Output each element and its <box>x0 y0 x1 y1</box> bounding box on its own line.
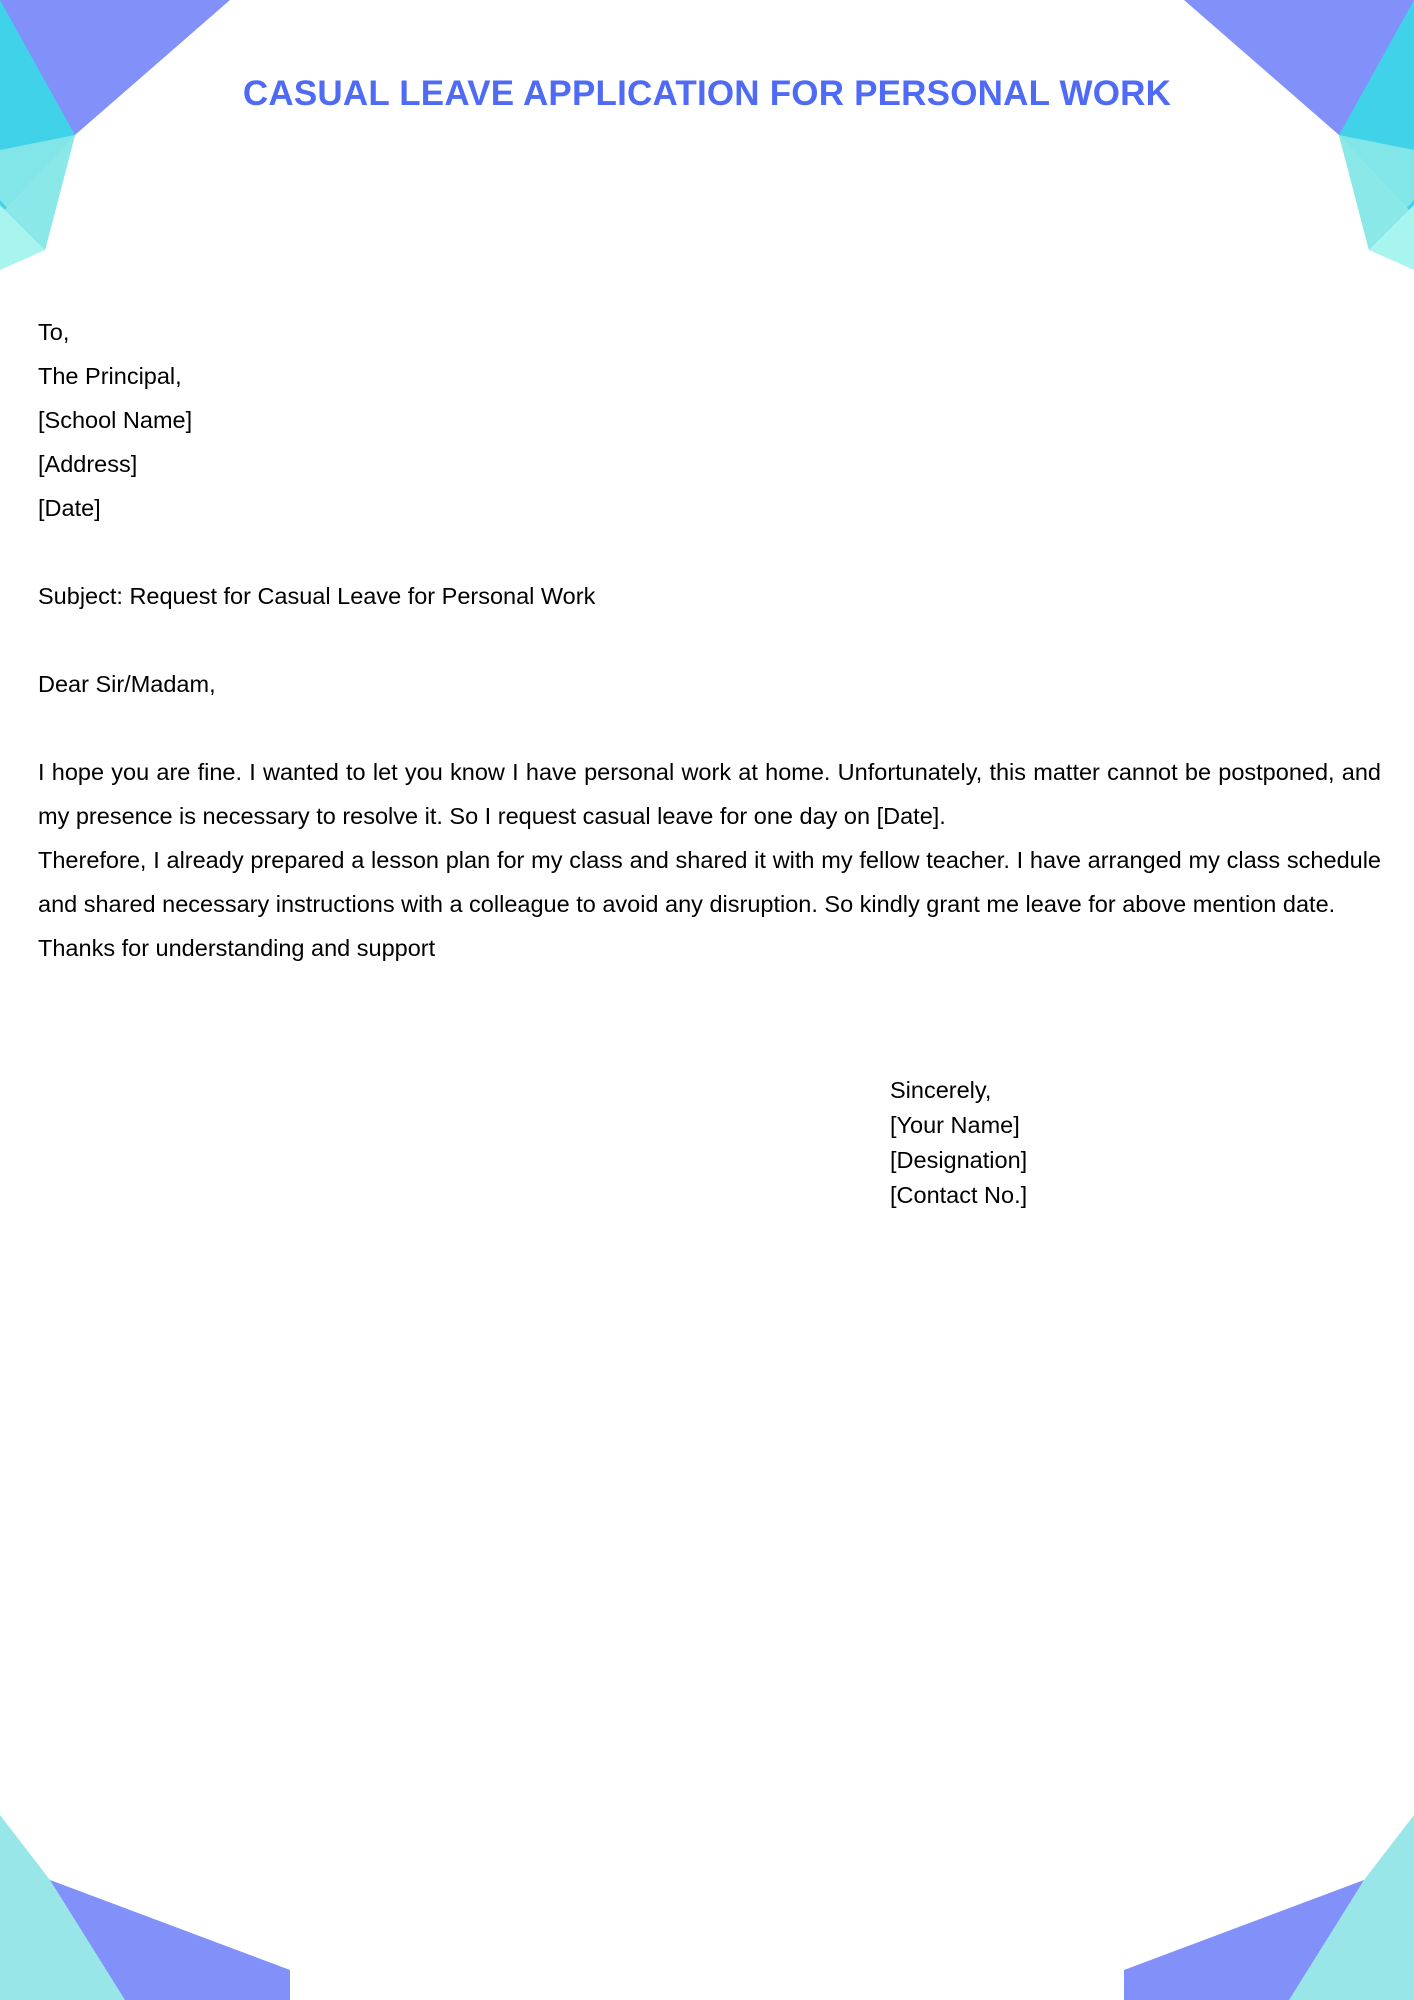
body-paragraph-1: I hope you are fine. I wanted to let you know I have personal work at home. Unfortunately, this matter cannot be postponed, and my presence is necessary to resolve it. So I request casual leave for one day on [Date]. <box>38 759 1381 829</box>
signature-block <box>890 1073 1027 1213</box>
address-line-to: To, <box>38 319 70 345</box>
spacer-after-salutation <box>38 706 1378 750</box>
address-line-recipient: The Principal, <box>38 363 182 389</box>
corner-decoration-top-left <box>0 0 230 270</box>
address-block <box>38 310 638 530</box>
corner-decoration-bottom-right <box>1124 1730 1414 2000</box>
spacer-after-subject <box>38 618 1378 662</box>
spacer-after-address <box>38 530 1378 574</box>
address-line-address: [Address] <box>38 451 138 477</box>
body-content <box>38 750 1381 970</box>
body-paragraph-2: Therefore, I already prepared a lesson plan for my class and shared it with my fellow teacher. I have arranged my class schedule and shared necessary instructions with a colleague to avoid any disruption. So kindly grant me leave for above mention date. <box>38 847 1381 917</box>
letter-body <box>38 310 1381 970</box>
subject-line: Subject: Request for Casual Leave for Personal Work <box>38 583 596 609</box>
address-line-school-name: [School Name] <box>38 407 193 433</box>
page-title: CASUAL LEAVE APPLICATION FOR PERSONAL WORK <box>242 74 1172 113</box>
body-paragraph-3: Thanks for understanding and support <box>38 935 436 961</box>
signature-contact-no: [Contact No.] <box>890 1182 1028 1208</box>
address-line-date: [Date] <box>38 495 101 521</box>
signature-your-name: [Your Name] <box>890 1112 1020 1138</box>
salutation-line: Dear Sir/Madam, <box>38 671 216 697</box>
corner-decoration-bottom-left <box>0 1730 290 2000</box>
corner-decoration-top-right <box>1184 0 1414 270</box>
signature-closing: Sincerely, <box>890 1077 992 1103</box>
signature-designation: [Designation] <box>890 1147 1028 1173</box>
